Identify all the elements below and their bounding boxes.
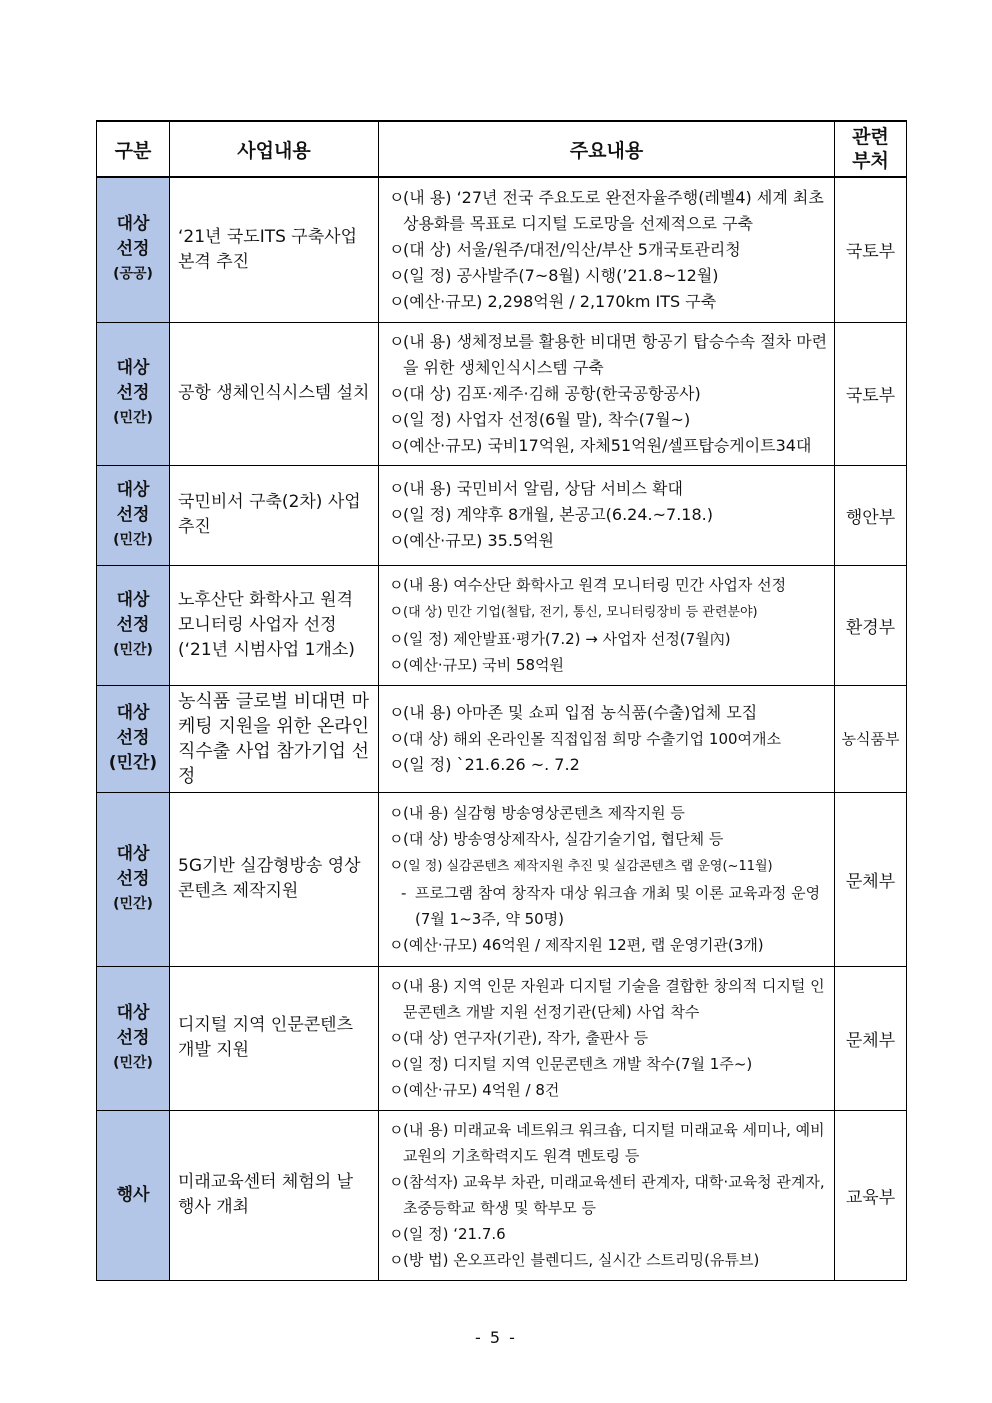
department-cell: 문체부 (835, 792, 907, 966)
content-item (389, 572, 828, 598)
content-item (389, 381, 828, 407)
content-text: (일 정) 계약후 8개월, 본공고(6.24.~7.18.) (403, 505, 713, 524)
content-text: (예산·규모) 46억원 / 제작지원 12편, 랩 운영기관(3개) (403, 936, 764, 954)
department-cell: 행안부 (835, 465, 907, 565)
bullet-marker: ㅇ (389, 479, 405, 498)
bullet-marker: ㅇ (389, 505, 405, 524)
content-cell (379, 685, 835, 792)
category-type: (민간) (113, 1054, 153, 1071)
content-text: (예산·규모) 4억원 / 8건 (403, 1081, 560, 1099)
content-cell (379, 966, 835, 1110)
content-text: (내 용) ‘27년 전국 주요도로 완전자율주행(레벨4) 세계 최초 상용화를 목표로 디지털 도로망을 선제적으로 구축 (403, 187, 824, 233)
content-item (389, 1247, 828, 1273)
content-text: (예산·규모) 2,298억원 / 2,170km ITS 구축 (403, 291, 717, 311)
content-text: (내 용) 지역 인문 자원과 디지털 기술을 결합한 창의적 디지털 인문콘텐츠 개발 지원 선정기관(단체) 사업 착수 (403, 977, 825, 1021)
header-department (835, 121, 907, 177)
content-text: (내 용) 아마존 및 쇼피 입점 농식품(수출)업체 모집 (403, 702, 758, 722)
bullet-marker: ㅇ (389, 1121, 404, 1139)
department-cell: 환경부 (835, 565, 907, 685)
content-text: (일 정) 실감콘텐츠 제작지원 추진 및 실감콘텐츠 랩 운영(~11월) (403, 859, 773, 874)
category-line2: 선정 (116, 728, 150, 748)
content-item (389, 826, 828, 852)
content-text: (예산·규모) 35.5억원 (403, 531, 555, 550)
bullet-marker: ㅇ (389, 331, 405, 351)
content-text: (일 정) `21.6.26 ~. 7.2 (403, 754, 580, 774)
bullet-marker: ㅇ (389, 728, 405, 748)
project-cell: 디지털 지역 인문콘텐츠 개발 지원 (170, 966, 379, 1110)
content-item (389, 502, 828, 528)
content-cell (379, 322, 835, 465)
content-text: (참석자) 교육부 차관, 미래교육센터 관계자, 대학·교육청 관계자, 초중등학교 학생 및 학부모 등 (403, 1173, 825, 1217)
content-item (389, 626, 828, 652)
header-project: 사업내용 (170, 121, 379, 177)
bullet-marker: ㅇ (389, 265, 405, 285)
category-line2: 선정 (116, 504, 150, 525)
category-line1: 대상 (116, 703, 150, 723)
content-cell (379, 1110, 835, 1280)
table-row (97, 565, 907, 685)
bullet-marker: ㅇ (389, 1173, 404, 1191)
content-text: (일 정) ‘21.7.6 (403, 1225, 506, 1243)
main-table (96, 120, 907, 1281)
category-line2: 선정 (116, 383, 150, 403)
bullet-marker: ㅇ (389, 1029, 404, 1047)
bullet-marker: ㅇ (389, 656, 404, 674)
content-item (389, 598, 828, 626)
dash-marker: - (401, 884, 407, 902)
content-item (389, 237, 828, 263)
content-sub-text: 프로그램 참여 창작자 대상 워크숍 개최 및 이론 교육과정 운영(7월 1~3주, 약 50명) (415, 884, 821, 928)
content-text: (대 상) 민간 기업(철탑, 전기, 통신, 모니터링장비 등 관련분야) (403, 605, 758, 620)
category-cell (97, 966, 170, 1110)
category-type: (민간) (113, 641, 153, 658)
category-cell (97, 792, 170, 966)
bullet-marker: ㅇ (389, 602, 404, 620)
content-text: (방 법) 온오프라인 블렌디드, 실시간 스트리밍(유튜브) (403, 1251, 760, 1269)
bullet-marker: ㅇ (389, 1251, 404, 1269)
table-row (97, 177, 907, 322)
content-item (389, 932, 828, 958)
category-line2: 선정 (116, 1027, 150, 1048)
content-item (389, 652, 828, 678)
content-cell (379, 465, 835, 565)
content-text: (예산·규모) 국비 58억원 (403, 656, 565, 674)
bullet-marker: ㅇ (389, 977, 404, 995)
department-cell: 국토부 (835, 177, 907, 322)
content-item (389, 528, 828, 554)
content-item (389, 973, 828, 1025)
bullet-marker: ㅇ (389, 576, 404, 594)
content-item (389, 407, 828, 433)
content-item (389, 752, 828, 778)
category-cell (97, 322, 170, 465)
content-text: (일 정) 공사발주(7~8월) 시행(’21.8~12월) (403, 265, 719, 285)
category-type: (민간) (113, 410, 153, 426)
content-text: (대 상) 방송영상제작사, 실감기술기업, 협단체 등 (403, 830, 724, 848)
content-item (389, 1221, 828, 1247)
category-line2: 선정 (116, 239, 150, 260)
bullet-marker: ㅇ (389, 804, 404, 822)
bullet-marker: ㅇ (389, 409, 405, 429)
header-dept-line1: 관련 (852, 126, 889, 148)
bullet-marker: ㅇ (389, 856, 404, 874)
header-category: 구분 (97, 121, 170, 177)
department-cell: 국토부 (835, 322, 907, 465)
content-item (389, 852, 828, 880)
header-content: 주요내용 (379, 121, 835, 177)
content-item (389, 726, 828, 752)
content-text: (일 정) 디지털 지역 인문콘텐츠 개발 착수(7월 1주~) (403, 1055, 753, 1073)
bullet-marker: ㅇ (389, 187, 405, 207)
category-line2: 선정 (116, 868, 150, 889)
content-item (389, 700, 828, 726)
category-type: (민간) (113, 895, 153, 912)
category-line1: 대상 (116, 843, 150, 864)
category-cell (97, 685, 170, 792)
content-item (389, 329, 828, 381)
content-item (389, 289, 828, 315)
content-text: (예산·규모) 국비17억원, 자체51억원/셀프탑승게이트34대 (403, 435, 812, 455)
bullet-marker: ㅇ (389, 291, 405, 311)
content-item (389, 476, 828, 502)
bullet-marker: ㅇ (389, 1055, 404, 1073)
category-line2: 선정 (116, 614, 150, 635)
table-row (97, 966, 907, 1110)
content-text: (대 상) 김포·제주·김해 공항(한국공항공사) (403, 383, 701, 403)
bullet-marker: ㅇ (389, 531, 405, 550)
content-item (389, 263, 828, 289)
content-cell (379, 792, 835, 966)
bullet-marker: ㅇ (389, 239, 405, 259)
header-dept-line2: 부처 (852, 150, 889, 172)
content-cell (379, 177, 835, 322)
content-text: (일 정) 제안발표·평가(7.2) → 사업자 선정(7월內) (403, 630, 731, 648)
project-cell: 국민비서 구축(2차) 사업 추진 (170, 465, 379, 565)
content-item (389, 800, 828, 826)
content-item (389, 185, 828, 237)
category-line1: 대상 (116, 1002, 150, 1023)
bullet-marker: ㅇ (389, 830, 404, 848)
content-text: (내 용) 생체정보를 활용한 비대면 항공기 탑승수속 절차 마련을 위한 생체인식시스템 구축 (403, 331, 828, 377)
content-cell (379, 565, 835, 685)
header-row (97, 121, 907, 177)
content-text: (내 용) 국민비서 알림, 상담 서비스 확대 (403, 479, 683, 498)
content-text: (대 상) 서울/원주/대전/익산/부산 5개국토관리청 (403, 239, 741, 259)
bullet-marker: ㅇ (389, 754, 405, 774)
content-item (389, 1051, 828, 1077)
category-line1: 대상 (116, 479, 150, 500)
project-cell: 농식품 글로벌 비대면 마케팅 지원을 위한 온라인 직수출 사업 참가기업 선정 (170, 685, 379, 792)
content-sub-item (389, 880, 828, 932)
content-text: (내 용) 여수산단 화학사고 원격 모니터링 민간 사업자 선정 (403, 576, 787, 594)
page-number: - 5 - (475, 1328, 517, 1347)
project-cell: 미래교육센터 체험의 날 행사 개최 (170, 1110, 379, 1280)
project-cell: ‘21년 국도ITS 구축사업 본격 추진 (170, 177, 379, 322)
content-item (389, 1117, 828, 1169)
category-type: (민간) (108, 753, 158, 773)
bullet-marker: ㅇ (389, 1225, 404, 1243)
content-item (389, 433, 828, 459)
department-cell: 문체부 (835, 966, 907, 1110)
category-cell (97, 177, 170, 322)
category-line1: 행사 (116, 1184, 150, 1205)
table-row (97, 685, 907, 792)
content-text: (대 상) 연구자(기관), 작가, 출판사 등 (403, 1029, 649, 1047)
content-text: (일 정) 사업자 선정(6월 말), 착수(7월~) (403, 409, 691, 429)
bullet-marker: ㅇ (389, 936, 404, 954)
content-item (389, 1169, 828, 1221)
table-row (97, 465, 907, 565)
content-text: (대 상) 해외 온라인몰 직접입점 희망 수출기업 100여개소 (403, 729, 782, 748)
project-cell: 공항 생체인식시스템 설치 (170, 322, 379, 465)
table-row (97, 1110, 907, 1280)
bullet-marker: ㅇ (389, 435, 405, 455)
department-cell: 교육부 (835, 1110, 907, 1280)
content-item (389, 1077, 828, 1103)
category-cell (97, 1110, 170, 1280)
content-text: (내 용) 실감형 방송영상콘텐츠 제작지원 등 (403, 804, 685, 822)
bullet-marker: ㅇ (389, 1081, 404, 1099)
bullet-marker: ㅇ (389, 383, 405, 403)
category-type: (민간) (113, 531, 153, 548)
category-line1: 대상 (116, 214, 150, 235)
content-text: (내 용) 미래교육 네트워크 워크숍, 디지털 미래교육 세미나, 예비교원의 기초학력지도 원격 멘토링 등 (403, 1121, 825, 1165)
category-line1: 대상 (116, 358, 150, 378)
content-item (389, 1025, 828, 1051)
table-row (97, 792, 907, 966)
table-row (97, 322, 907, 465)
category-cell (97, 465, 170, 565)
project-cell: 노후산단 화학사고 원격 모니터링 사업자 선정 (‘21년 시범사업 1개소) (170, 565, 379, 685)
department-cell: 농식품부 (835, 685, 907, 792)
bullet-marker: ㅇ (389, 630, 404, 648)
project-cell: 5G기반 실감형방송 영상콘텐츠 제작지원 (170, 792, 379, 966)
category-line1: 대상 (116, 589, 150, 610)
category-type: (공공) (113, 266, 153, 283)
category-cell (97, 565, 170, 685)
bullet-marker: ㅇ (389, 702, 405, 722)
